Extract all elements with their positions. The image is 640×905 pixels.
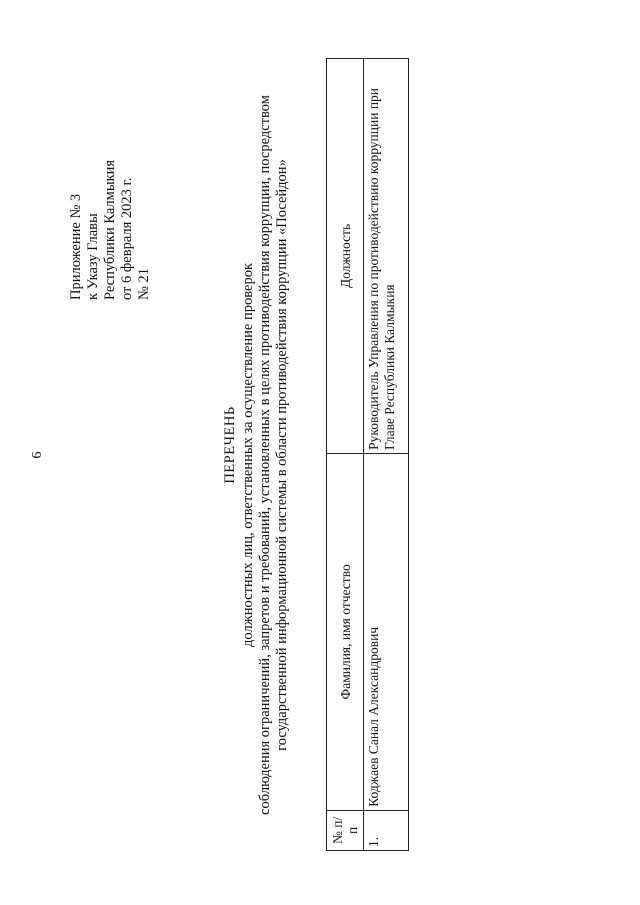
table-header-row [327, 59, 364, 851]
officials-table [326, 58, 409, 851]
page-number: 6 [30, 451, 45, 459]
subtitle-line: соблюдения ограничений, запретов и требований, установленных в целях противодействия коррупции, посредством [257, 95, 273, 815]
appendix-line: к Указу Главы [85, 213, 101, 300]
document-subtitle [240, 45, 291, 865]
header-num: № п/п [327, 810, 364, 850]
table-row [364, 59, 409, 851]
appendix-block [68, 40, 153, 300]
cell-name: Коджаев Санал Александрович [364, 453, 409, 810]
cell-num: 1. [364, 810, 409, 850]
appendix-line: Республики Калмыкия [102, 159, 118, 300]
cell-position: Руководитель Управления по противодействию коррупции при Главе Республики Калмыкия [364, 59, 409, 454]
subtitle-line: государственной информационной системы в области противодействия коррупции «Посейдон» [274, 159, 290, 751]
header-name: Фамилия, имя отчество [327, 453, 364, 810]
appendix-line: Приложение № 3 [68, 193, 84, 300]
document-title: ПЕРЕЧЕНЬ [222, 406, 238, 484]
header-position: Должность [327, 59, 364, 454]
subtitle-line: должностных лиц, ответственных за осуществление проверок [240, 263, 256, 647]
appendix-line: от 6 февраля 2023 г. [119, 177, 135, 300]
appendix-line: № 21 [136, 268, 152, 300]
